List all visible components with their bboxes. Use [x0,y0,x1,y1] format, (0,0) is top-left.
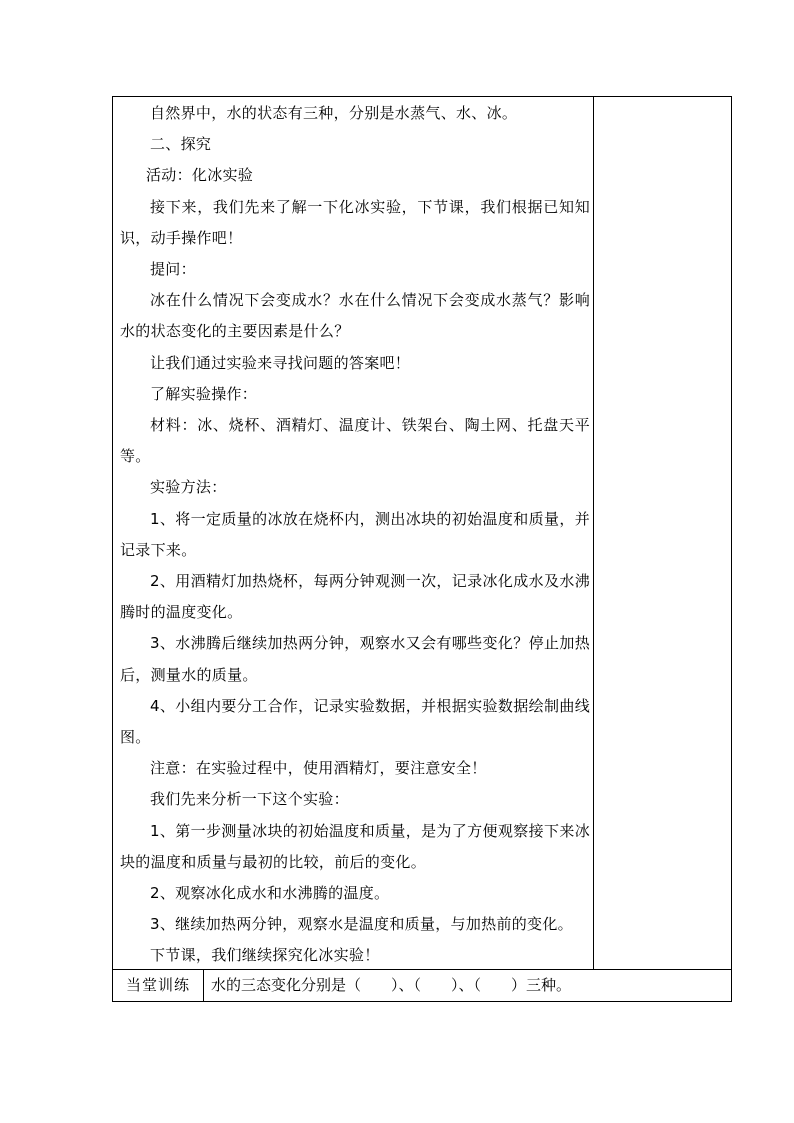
activity-title: 活动：化冰实验 [146,166,254,185]
practice-label: 当堂训练 [113,970,204,1001]
paragraph: 了解实验操作： [150,384,258,403]
lesson-table [112,96,732,1002]
paragraph: 我们先来分析一下这个实验： [150,790,349,809]
lesson-content [120,98,590,972]
paragraph: 注意：在实验过程中，使用酒精灯，要注意安全！ [150,759,487,778]
list-item: 1、将一定质量的冰放在烧杯内，测出冰块的初始温度和质量，并记录下来。 [120,509,590,559]
paragraph: 下节课，我们继续探究化冰实验！ [150,946,380,965]
list-item: 4、小组内要分工合作，记录实验数据，并根据实验数据绘制曲线图。 [120,696,590,747]
paragraph: 冰在什么情况下会变成水？水在什么情况下会变成水蒸气？影响水的状态变化的主要因素是什么？ [120,291,590,341]
paragraph: 自然界中，水的状态有三种，分别是水蒸气、水、冰。 [150,104,518,122]
paragraph: 材料：冰、烧杯、酒精灯、温度计、铁架台、陶土网、托盘天平等。 [120,416,590,466]
paragraph: 提问： [150,260,196,279]
list-item: 1、第一步测量冰块的初始温度和质量，是为了方便观察接下来冰块的温度和质量与最初的比较，前后的变化。 [120,821,590,871]
list-item: 3、水沸腾后继续加热两分钟，观察水又会有哪些变化？停止加热后，测量水的质量。 [120,634,590,684]
list-item: 3、继续加热两分钟，观察水是温度和质量，与加热前的变化。 [150,915,573,934]
list-item: 2、观察冰化成水和水沸腾的温度。 [150,884,390,903]
paragraph: 实验方法： [150,478,227,497]
paragraph: 让我们通过实验来寻找问题的答案吧！ [150,353,411,372]
paragraph: 接下来，我们先来了解一下化冰实验，下节课，我们根据已知知识，动手操作吧！ [120,197,590,247]
lesson-content-cell [113,97,594,969]
notes-cell [594,97,731,969]
section-heading: 二、探究 [150,135,212,154]
practice-row [113,969,731,1001]
practice-question: 水的三态变化分别是（ ）、（ ）、（ ）三种。 [211,976,572,994]
list-item: 2、用酒精灯加热烧杯，每两分钟观测一次，记录冰化成水及水沸腾时的温度变化。 [120,572,590,622]
